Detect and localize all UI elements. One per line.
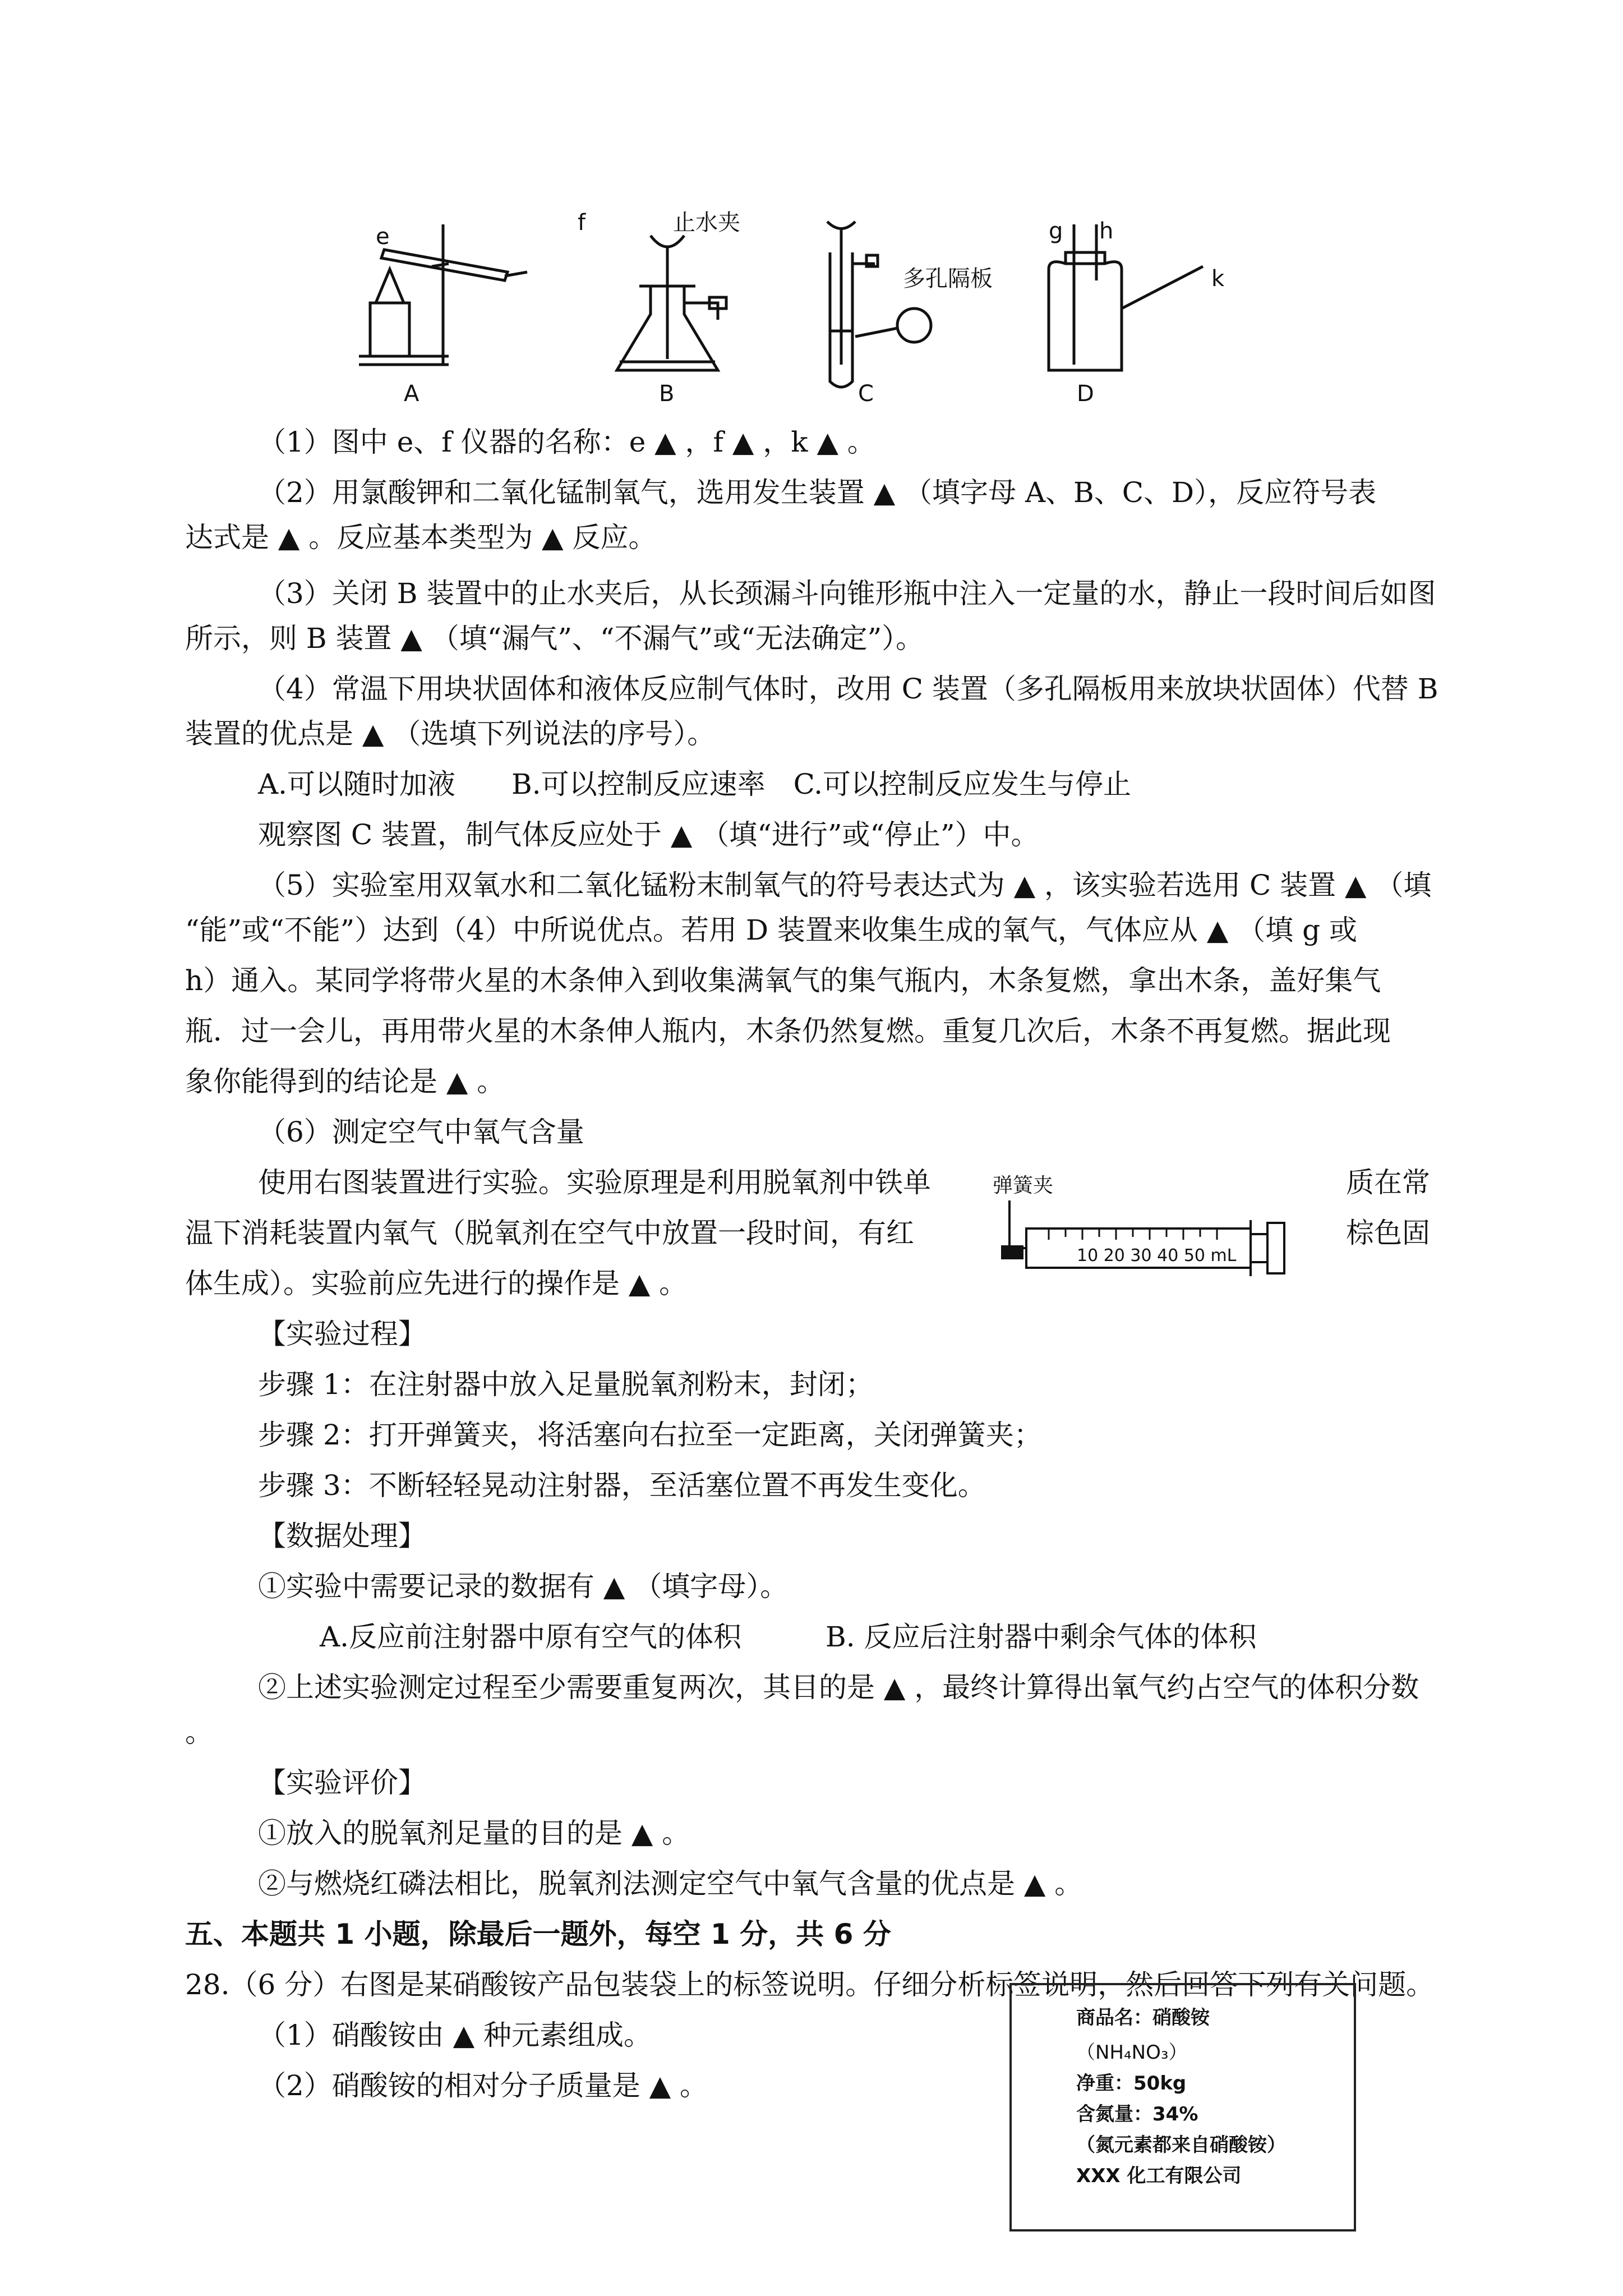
q28-intro: 28.（6 分）右图是某硝酸铵产品包装袋上的标签说明。仔细分析标签说明，然后回答下列有关问题。 xyxy=(185,1968,1435,2001)
data-q1: ①实验中需要记录的数据有 ▲ （填字母）。 xyxy=(258,1570,789,1603)
label-g: g xyxy=(1049,218,1063,244)
syringe-scale: 10 20 30 40 50 mL xyxy=(1077,1246,1237,1266)
clip-label: 弹簧夹 xyxy=(993,1174,1054,1197)
apparatus-figure xyxy=(336,202,1290,415)
step-2: 步骤 2：打开弹簧夹，将活塞向右拉至一定距离，关闭弹簧夹； xyxy=(258,1419,1042,1451)
step-1: 步骤 1：在注射器中放入足量脱氧剂粉末，封闭； xyxy=(258,1368,874,1401)
caption-b: B xyxy=(659,381,675,407)
q6-line-1: 使用右图装置进行实验。实验原理是利用脱氧剂中铁单 xyxy=(258,1166,931,1199)
q4-options: A.可以随时加液 B.可以控制反应速率 C.可以控制反应发生与停止 xyxy=(258,768,1132,800)
q4-observe: 观察图 C 装置，制气体反应处于 ▲ （填“进行”或“停止”）中。 xyxy=(258,818,1039,851)
q3-line-2: 所示，则 B 装置 ▲ （填“漏气”、“不漏气”或“无法确定”）。 xyxy=(185,622,924,655)
label-nitrogen: 含氮量：34% xyxy=(1076,2103,1198,2125)
label-company: XXX 化工有限公司 xyxy=(1076,2165,1242,2187)
q6-line-1-right: 质在常 xyxy=(1346,1166,1430,1199)
apparatus-drawing xyxy=(336,202,1290,415)
q4-line-2: 装置的优点是 ▲ （选填下列说法的序号）。 xyxy=(185,717,716,750)
caption-d: D xyxy=(1077,381,1094,407)
section-five-heading: 五、本题共 1 小题，除最后一题外，每空 1 分，共 6 分 xyxy=(185,1918,891,1950)
q6-heading: （6）测定空气中氧气含量 xyxy=(258,1116,584,1148)
q5-line-2: “能”或“不能”）达到（4）中所说优点。若用 D 装置来收集生成的氧气，气体应从 ▲ （填 g 或 xyxy=(185,914,1357,946)
label-f: f xyxy=(578,210,586,236)
label-product-name: 商品名：硝酸铵 xyxy=(1076,2007,1210,2029)
label-formula: （NH₄NO₃） xyxy=(1076,2041,1188,2064)
label-k: k xyxy=(1211,266,1225,292)
label-note: （氮元素都来自硝酸铵） xyxy=(1076,2134,1286,2156)
q3-line-1: （3）关闭 B 装置中的止水夹后，从长颈漏斗向锥形瓶中注入一定量的水，静止一段时间后如图 xyxy=(258,577,1436,610)
label-h: h xyxy=(1099,218,1114,244)
q2-line-1: （2）用氯酸钾和二氧化锰制氧气，选用发生装置 ▲ （填字母 A、B、C、D），反应符号表 xyxy=(258,476,1377,509)
label-porous-plate: 多孔隔板 xyxy=(903,266,993,292)
caption-a: A xyxy=(404,381,419,407)
eval-heading: 【实验评价】 xyxy=(258,1766,426,1799)
q1-line: （1）图中 e、f 仪器的名称：e ▲ ，f ▲ ，k ▲ 。 xyxy=(258,426,875,458)
data-q2: ②上述实验测定过程至少需要重复两次，其目的是 ▲ ，最终计算得出氧气约占空气的体积分数 xyxy=(258,1671,1419,1704)
q6-line-2: 温下消耗装置内氧气（脱氧剂在空气中放置一段时间，有红 xyxy=(185,1217,914,1249)
q28-1: （1）硝酸铵由 ▲ 种元素组成。 xyxy=(258,2019,652,2051)
q2-line-2: 达式是 ▲ 。反应基本类型为 ▲ 反应。 xyxy=(185,521,657,554)
label-weight: 净重：50kg xyxy=(1076,2072,1187,2095)
eval-q1: ①放入的脱氧剂足量的目的是 ▲ 。 xyxy=(258,1817,690,1849)
step-3: 步骤 3：不断轻轻晃动注射器，至活塞位置不再发生变化。 xyxy=(258,1469,986,1502)
process-heading: 【实验过程】 xyxy=(258,1318,426,1350)
data-options: A.反应前注射器中原有空气的体积 B. 反应后注射器中剩余气体的体积 xyxy=(320,1621,1257,1653)
q5-line-3: h）通入。某同学将带火星的木条伸入到收集满氧气的集气瓶内，木条复燃，拿出木条，盖好集气 xyxy=(185,964,1381,997)
q5-line-5: 象你能得到的结论是 ▲ 。 xyxy=(185,1065,505,1098)
label-stopcock: 止水夹 xyxy=(673,210,740,236)
caption-c: C xyxy=(858,381,874,407)
q5-line-1: （5）实验室用双氧水和二氧化锰粉末制氧气的符号表达式为 ▲ ，该实验若选用 C 装置 ▲ （填 xyxy=(258,869,1432,901)
q28-2: （2）硝酸铵的相对分子质量是 ▲ 。 xyxy=(258,2069,708,2102)
eval-q2: ②与燃烧红磷法相比，脱氧剂法测定空气中氧气含量的优点是 ▲ 。 xyxy=(258,1867,1083,1900)
data-q2-end: 。 xyxy=(185,1716,213,1749)
q5-line-4: 瓶．过一会儿，再用带火星的木条伸人瓶内，木条仍然复燃。重复几次后，木条不再复燃。据此现 xyxy=(185,1015,1391,1047)
syringe-drawing xyxy=(993,1167,1312,1290)
q4-line-1: （4）常温下用块状固体和液体反应制气体时，改用 C 装置（多孔隔板用来放块状固体）代替 B xyxy=(258,673,1438,705)
product-label xyxy=(1009,1983,1356,2231)
syringe-figure xyxy=(993,1167,1312,1290)
q6-line-2-right: 棕色固 xyxy=(1346,1217,1430,1249)
label-e: e xyxy=(376,224,390,250)
data-heading: 【数据处理】 xyxy=(258,1520,426,1552)
q6-line-3: 体生成）。实验前应先进行的操作是 ▲ 。 xyxy=(185,1267,688,1300)
